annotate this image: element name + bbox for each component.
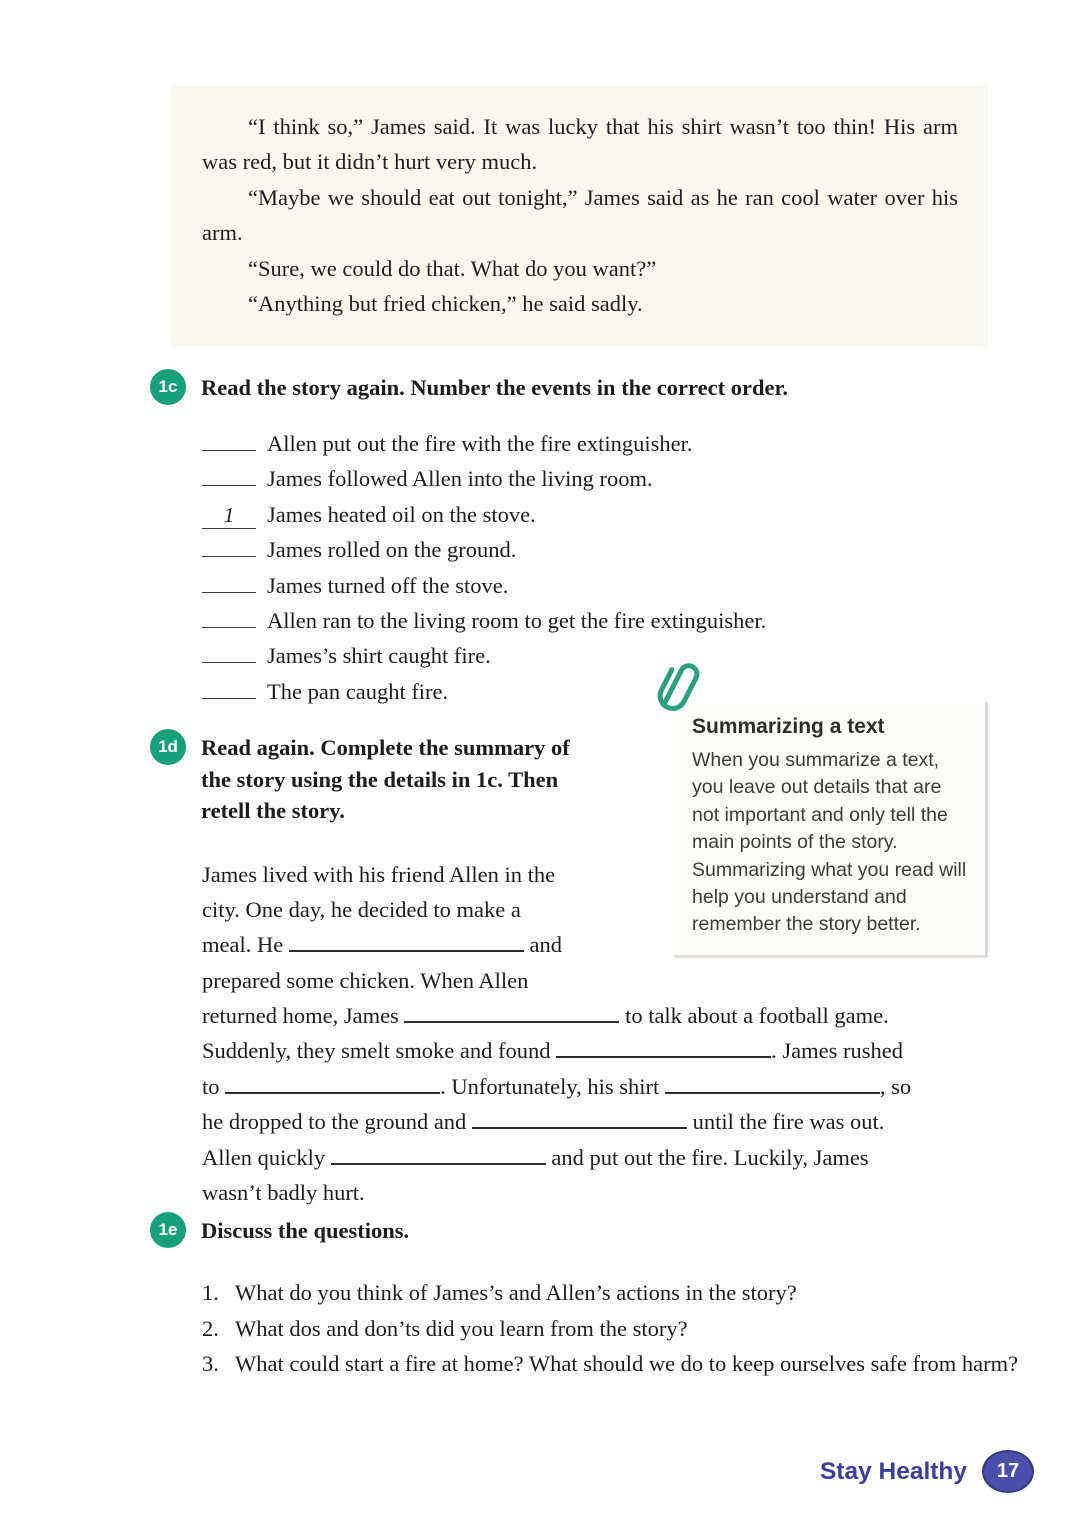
answer-blank	[202, 592, 256, 593]
exercise-1d-title: Read again. Complete the summary of the story using the details in 1c. Then retell the story.	[201, 735, 570, 823]
summary-line	[202, 1145, 1000, 1180]
summary-text: he dropped to the ground and	[202, 1109, 472, 1135]
question-number: 1.	[202, 1280, 219, 1305]
event-text: James turned off the stove.	[267, 572, 509, 598]
event-row	[202, 466, 1010, 501]
summary-line	[202, 968, 1000, 1003]
summary-line	[202, 1109, 1000, 1144]
event-row	[202, 431, 1010, 466]
page-number-badge: 17	[982, 1450, 1034, 1493]
exercise-1c-title: Read the story again. Number the events in the correct order.	[201, 375, 788, 400]
event-row	[202, 502, 1010, 537]
exercise-1e	[150, 1215, 1025, 1382]
answer-blank	[202, 502, 256, 529]
summary-text: James lived with his friend Allen in the	[202, 861, 556, 887]
answer-blank	[202, 627, 256, 628]
summary-line	[202, 1038, 1000, 1073]
summary-text: returned home, James	[202, 1003, 405, 1029]
event-text: James heated oil on the stove.	[267, 501, 536, 527]
story-excerpt	[170, 85, 988, 347]
summary-text: . James rushed	[771, 1038, 903, 1064]
question-text: What do you think of James’s and Allen’s actions in the story?	[235, 1280, 797, 1305]
event-text: James followed Allen into the living room.	[267, 466, 653, 492]
story-paragraph: “Sure, we could do that. What do you want?”	[248, 255, 657, 281]
exercise-1d	[150, 732, 1000, 1215]
summary-text: until the fire was out.	[686, 1109, 885, 1135]
question-list	[202, 1275, 1025, 1382]
summary-text: meal. He	[202, 932, 289, 958]
event-row	[202, 537, 1010, 572]
question-number: 3.	[202, 1351, 219, 1377]
fill-in-blank	[331, 1163, 546, 1165]
exercise-1e-badge: 1e	[150, 1212, 186, 1248]
answer-blank	[202, 450, 256, 451]
exercise-1d-header	[150, 732, 1000, 827]
summary-paragraph	[202, 862, 1000, 1216]
summary-text: . Unfortunately, his shirt	[440, 1073, 665, 1099]
fill-in-blank	[472, 1127, 687, 1129]
summary-text: wasn’t badly hurt.	[202, 1180, 365, 1206]
fill-in-blank	[225, 1092, 440, 1094]
fill-in-blank	[404, 1021, 619, 1023]
event-row	[202, 573, 1010, 608]
answer-blank	[202, 485, 256, 486]
page-footer	[820, 1450, 1034, 1493]
answer-blank	[202, 556, 256, 557]
exercise-1c-header	[150, 372, 1010, 405]
story-paragraph: “Maybe we should eat out tonight,” James said as he ran cool water over his arm.	[202, 184, 958, 246]
event-text: The pan caught fire.	[267, 678, 449, 704]
story-paragraph: “Anything but fried chicken,” he said sadly.	[248, 291, 643, 317]
unit-title: Stay Healthy	[819, 1457, 967, 1485]
answer-blank	[202, 698, 256, 699]
summary-line	[202, 1180, 1000, 1215]
summary-text: Suddenly, they smelt smoke and found	[202, 1038, 557, 1064]
summary-text: city. One day, he decided to make a	[202, 896, 521, 922]
question-item	[202, 1311, 1025, 1347]
event-row	[202, 608, 1010, 643]
summary-line	[202, 897, 1000, 932]
summary-text: prepared some chicken. When Allen	[202, 967, 529, 993]
summary-text: to talk about a football game.	[619, 1003, 889, 1029]
summary-text: , so	[879, 1073, 912, 1099]
fill-in-blank	[665, 1092, 880, 1094]
fill-in-blank	[289, 950, 524, 952]
summary-text: to	[202, 1073, 226, 1099]
exercise-1e-header	[150, 1215, 1025, 1248]
fill-in-blank	[556, 1056, 771, 1058]
exercise-1d-badge: 1d	[150, 729, 186, 765]
question-item	[202, 1275, 1025, 1311]
event-text: James’s shirt caught fire.	[267, 643, 491, 669]
event-number: 1	[223, 502, 235, 527]
summary-text: and	[523, 932, 562, 958]
event-text: James rolled on the ground.	[267, 537, 517, 563]
summary-line	[202, 1074, 1000, 1109]
event-text: Allen put out the fire with the fire extinguisher.	[267, 431, 693, 456]
question-item	[202, 1346, 1025, 1382]
question-text: What dos and don’ts did you learn from the story?	[235, 1315, 688, 1341]
exercise-1e-title: Discuss the questions.	[201, 1218, 410, 1243]
exercise-1c-badge: 1c	[150, 369, 186, 405]
answer-blank	[202, 662, 256, 663]
summary-line	[202, 932, 1000, 967]
note-body: When you summarize a text, you leave out details that are not important and only tell the main points of the story. Summarizing what you read will help you understand and remember the story better.	[692, 749, 967, 936]
question-text: What could start a fire at home? What should we do to keep ourselves safe from harm?	[235, 1351, 1019, 1377]
summary-line	[202, 862, 1000, 897]
event-text: Allen ran to the living room to get the fire extinguisher.	[267, 607, 767, 633]
summary-text: and put out the fire. Luckily, James	[545, 1144, 869, 1170]
question-number: 2.	[202, 1315, 219, 1341]
story-paragraph: “I think so,” James said. It was lucky that his shirt wasn’t too thin! His arm was red, but it didn’t hurt very much.	[202, 114, 958, 175]
note-title: Summarizing a text	[692, 715, 885, 738]
summary-line	[202, 1003, 1000, 1038]
summary-text: Allen quickly	[202, 1144, 331, 1170]
